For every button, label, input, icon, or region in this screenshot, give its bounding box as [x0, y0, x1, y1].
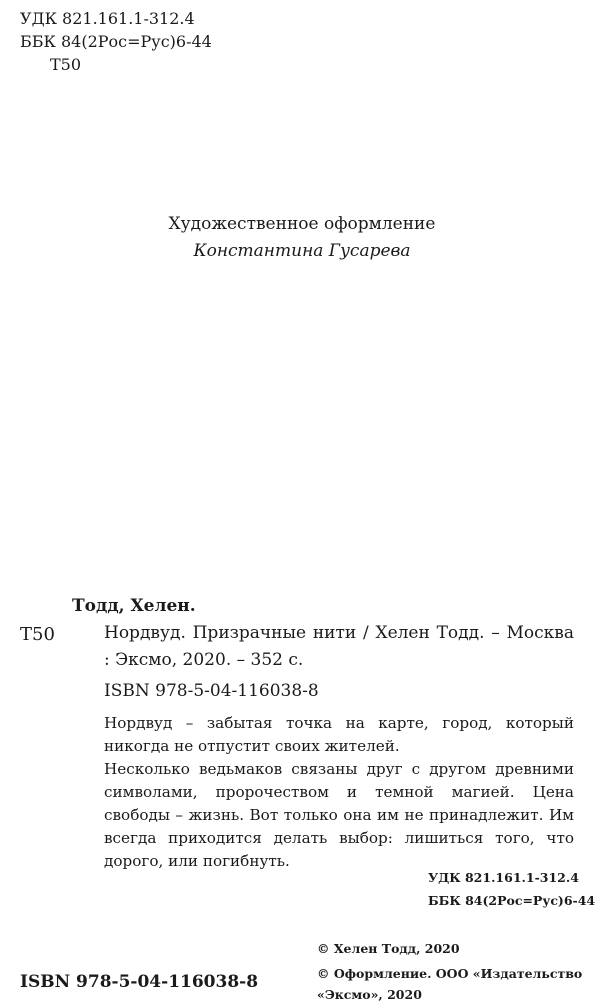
annotation — [104, 712, 574, 873]
annotation-paragraph: Нордвуд – забытая точка на карте, город, который никогда не отпустит своих жителей. — [104, 714, 574, 755]
isbn-footer: ISBN 978-5-04-116038-8 — [20, 972, 259, 992]
record-author-sign: Т50 — [20, 624, 55, 645]
bbk-code: ББК 84(2Рос=Рус)6-44 — [20, 32, 212, 51]
bbk-code-bottom: ББК 84(2Рос=Рус)6-44 — [428, 893, 596, 908]
copyright-author: © Хелен Тодд, 2020 — [317, 941, 460, 956]
author-heading: Тодд, Хелен. — [72, 596, 196, 616]
design-credit-title: Художественное оформление — [168, 214, 436, 234]
udk-code-bottom: УДК 821.161.1-312.4 — [428, 870, 579, 885]
author-sign: Т50 — [50, 55, 82, 74]
annotation-paragraph: Несколько ведьмаков связаны друг с другом древними символами, пророчеством и темной магией. Цена свободы – жизнь. Вот только она им не принадлежит. Им всегда приходится делать выбор: лишиться того, что дорого, или погибнуть. — [104, 760, 574, 870]
copyright-design: © Оформление. ООО «Издательство «Эксмо», 2020 — [317, 966, 583, 1002]
udk-code: УДК 821.161.1-312.4 — [20, 9, 195, 28]
bibliographic-description: Нордвуд. Призрачные нити / Хелен Тодд. – Москва : Эксмо, 2020. – 352 с. — [104, 623, 574, 670]
design-credit-name: Константина Гусарева — [193, 241, 411, 261]
isbn-line: ISBN 978-5-04-116038-8 — [104, 681, 319, 701]
